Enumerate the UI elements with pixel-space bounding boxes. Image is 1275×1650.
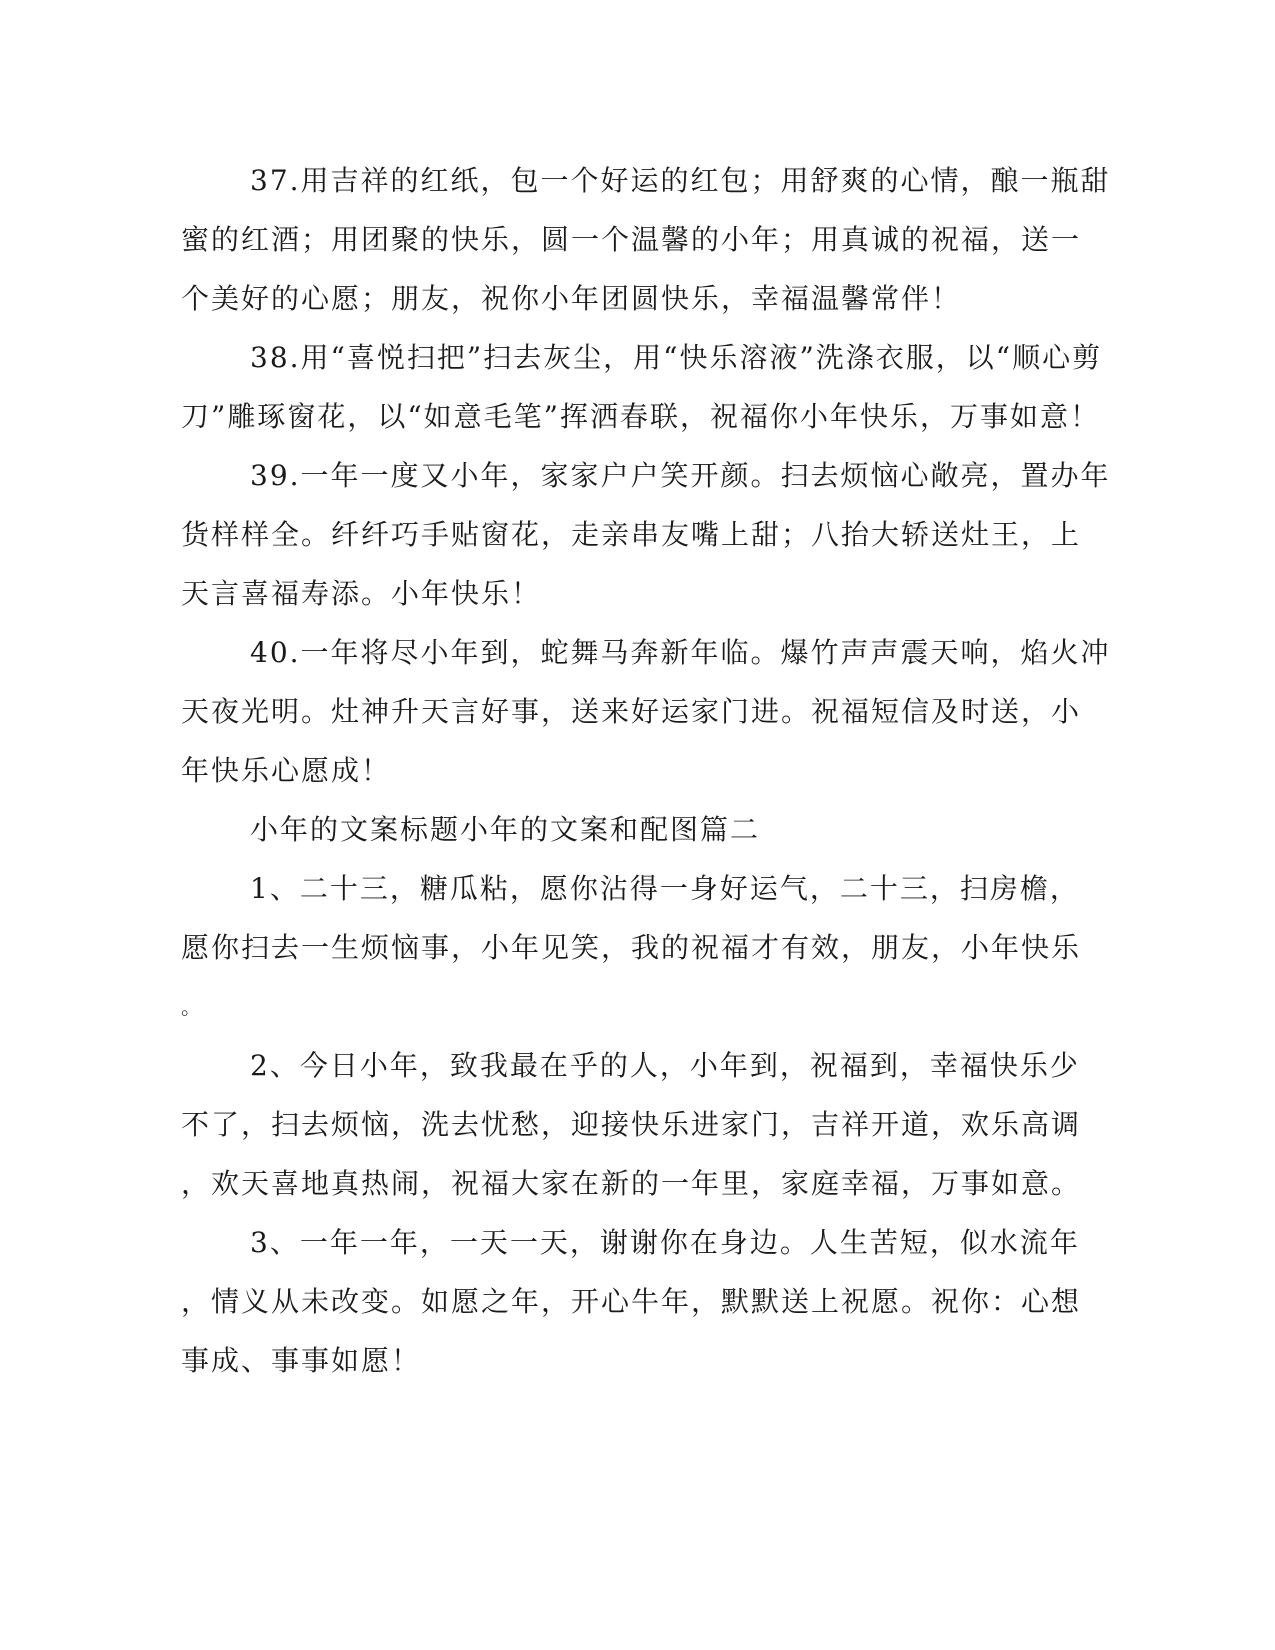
item-2-line-3: ，欢天喜地真热闹，祝福大家在新的一年里，家庭幸福，万事如意。 bbox=[181, 1167, 1082, 1200]
paragraph-37-line-2: 蜜的红酒；用团聚的快乐，圆一个温馨的小年；用真诚的祝福，送一 bbox=[181, 223, 1082, 256]
item-2-line-1: 2、今日小年，致我最在乎的人，小年到，祝福到，幸福快乐少 bbox=[250, 1049, 1080, 1082]
item-3-line-3: 事成、事事如愿！ bbox=[181, 1344, 422, 1377]
paragraph-37-line-1: 37.用吉祥的红纸，包一个好运的红包；用舒爽的心情，酿一瓶甜 bbox=[250, 164, 1111, 197]
item-2-line-2: 不了，扫去烦恼，洗去忧愁，迎接快乐进家门，吉祥开道，欢乐高调 bbox=[181, 1108, 1082, 1141]
item-3-line-2: ，情义从未改变。如愿之年，开心牛年，默默送上祝愿。祝你：心想 bbox=[181, 1285, 1082, 1318]
paragraph-37-line-3: 个美好的心愿；朋友，祝你小年团圆快乐，幸福温馨常伴！ bbox=[181, 282, 962, 315]
paragraph-40-line-2: 天夜光明。灶神升天言好事，送来好运家门进。祝福短信及时送，小 bbox=[181, 695, 1082, 728]
item-1-line-1: 1、二十三，糖瓜粘，愿你沾得一身好运气，二十三，扫房檐， bbox=[250, 872, 1080, 905]
item-1-line-3: 。 bbox=[181, 995, 203, 1019]
item-1-line-2: 愿你扫去一生烦恼事，小年见笑，我的祝福才有效，朋友，小年快乐 bbox=[181, 931, 1082, 964]
paragraph-40-line-3: 年快乐心愿成！ bbox=[181, 754, 392, 787]
section-heading: 小年的文案标题小年的文案和配图篇二 bbox=[250, 813, 761, 846]
paragraph-39-line-1: 39.一年一度又小年，家家户户笑开颜。扫去烦恼心敞亮，置办年 bbox=[250, 459, 1111, 492]
paragraph-40-line-1: 40.一年将尽小年到，蛇舞马奔新年临。爆竹声声震天响，焰火冲 bbox=[250, 636, 1111, 669]
paragraph-39-line-2: 货样样全。纤纤巧手贴窗花，走亲串友嘴上甜；八抬大轿送灶王，上 bbox=[181, 518, 1082, 551]
item-3-line-1: 3、一年一年，一天一天，谢谢你在身边。人生苦短，似水流年 bbox=[250, 1226, 1080, 1259]
paragraph-38-line-1: 38.用“喜悦扫把”扫去灰尘，用“快乐溶液”洗涤衣服，以“顺心剪 bbox=[250, 341, 1103, 374]
paragraph-38-line-2: 刀”雕琢窗花，以“如意毛笔”挥洒春联，祝福你小年快乐，万事如意！ bbox=[181, 400, 1100, 433]
paragraph-39-line-3: 天言喜福寿添。小年快乐！ bbox=[181, 577, 542, 610]
